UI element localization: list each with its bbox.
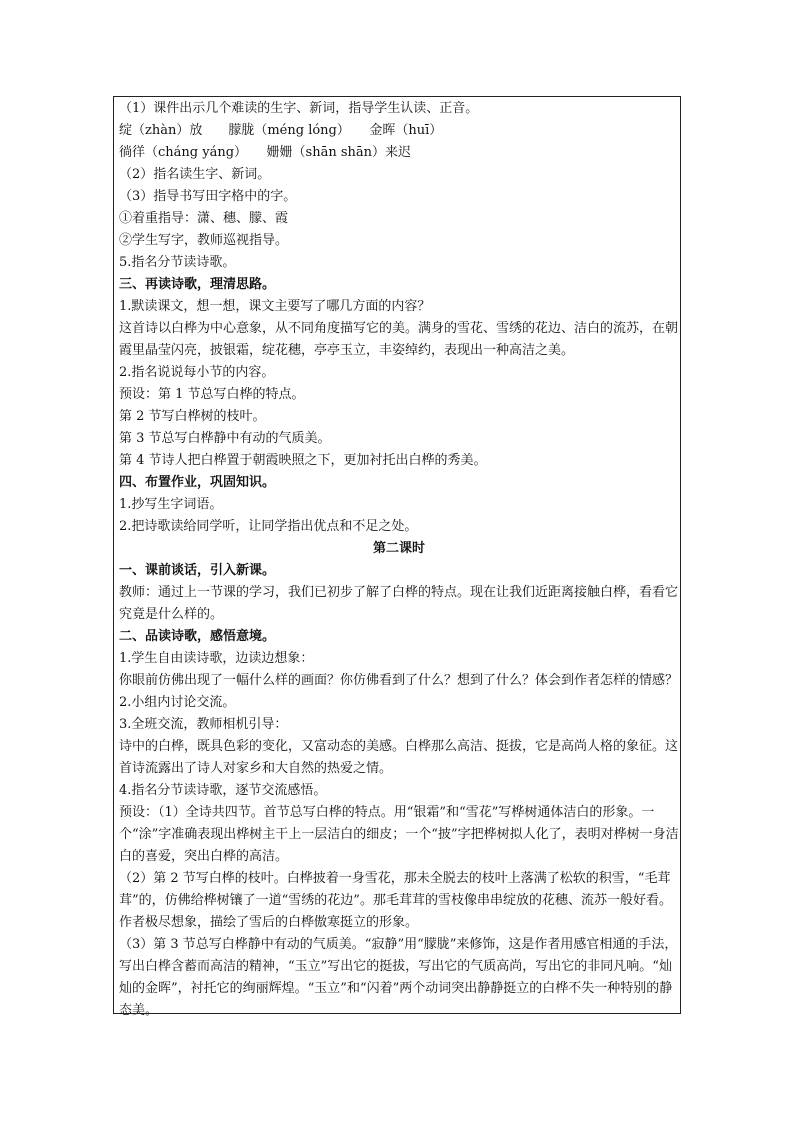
text-line: 4.指名分节读诗歌，逐节交流感悟。 [119,783,327,798]
text-line: ①着重指导：潇、穗、朦、霞 [119,211,289,226]
text-line: 第 3 节总写白桦静中有动的气质美。 [119,431,331,446]
text-line: 1.默读课文，想一想，课文主要写了哪几方面的内容？ [119,299,431,314]
section-heading: 一、课前谈话，引入新课。 [119,563,276,578]
paragraph: 这首诗以白桦为中心意象，从不同角度描写它的美。满身的雪花、雪绣的花边、洁白的流苏，在朝霞里晶莹闪亮，披银霜，绽花穗，亭亭玉立，丰姿绰约，表现出一种高洁之美。 [119,321,679,358]
paragraph: 你眼前仿佛出现了一幅什么样的画面？你仿佛看到了什么？想到了什么？体会到作者怎样的情感？ [119,673,679,688]
text-line: 预设：第 1 节总写白桦的特点。 [119,387,305,402]
lesson-period-title: 第二课时 [372,541,425,556]
text-line: 第 4 节诗人把白桦置于朝霞映照之下，更加衬托出白桦的秀美。 [119,453,487,468]
text-line: （3）指导书写田字格中的字。 [119,189,297,204]
lesson-content [119,98,679,1022]
section-heading: 二、品读诗歌，感悟意境。 [119,629,276,644]
text-line: ②学生写字，教师巡视指导。 [119,233,289,248]
section-heading: 三、再读诗歌，理清思路。 [119,277,276,292]
text-line: 1.抄写生字词语。 [119,497,223,512]
text-line: 徜徉（cháng yáng） 姗姗（shān shān）来迟 [119,145,411,160]
paragraph: （2）第 2 节写白桦的枝叶。白桦披着一身雪花，那未全脱去的枝叶上落满了松软的积雪，“毛茸茸”的，仿佛给桦树镶了一道“雪绣的花边”。那毛茸茸的雪枝像串串绽放的花穗、流苏一般好看。作者极尽想象，描绘了雪后的白桦傲寒挺立的形象。 [119,871,672,930]
paragraph: （3）第 3 节总写白桦静中有动的气质美。“寂静”用“朦胧”来修饰，这是作者用感官相通的手法，写出白桦含蓄而高洁的精神，“玉立”写出它的挺拔，写出它的气质高尚，写出它的非同凡响。“灿灿的金晖”，衬托它的绚丽辉煌。“玉立”和“闪着”两个动词突出静静挺立的白桦不失一种特别的静态美。 [119,937,678,1018]
text-line: 3.全班交流，教师相机引导： [119,717,288,732]
text-line: 2.指名说说每小节的内容。 [119,365,275,380]
text-line: 1.学生自由读诗歌，边读边想象： [119,651,314,666]
paragraph: 预设：（1）全诗共四节。首节总写白桦的特点。用“银霜”和“雪花”写桦树通体洁白的形象。一个“涂”字准确表现出桦树主干上一层洁白的细皮；一个“披”字把桦树拟人化了，表明对桦树一身洁白的喜爱，突出白桦的高洁。 [119,805,679,864]
text-line: 5.指名分节读诗歌。 [119,255,236,270]
text-line: 绽（zhàn）放 朦胧（méng lóng） 金晖（huī） [119,123,443,138]
text-line: （1）课件出示几个难读的生字、新词，指导学生认读、正音。 [119,101,479,116]
text-line: 第 2 节写白桦树的枝叶。 [119,409,266,424]
paragraph: 诗中的白桦，既具色彩的变化，又富动态的美感。白桦那么高洁、挺拔，它是高尚人格的象征。这首诗流露出了诗人对家乡和大自然的热爱之情。 [119,739,679,776]
section-heading: 四、布置作业，巩固知识。 [119,475,276,490]
text-line: 2.小组内讨论交流。 [119,695,236,710]
text-line: 2.把诗歌读给同学听，让同学指出优点和不足之处。 [119,519,418,534]
text-line: （2）指名读生字、新词。 [119,167,271,182]
paragraph: 教师：通过上一节课的学习，我们已初步了解了白桦的特点。现在让我们近距离接触白桦，看看它究竟是什么样的。 [119,585,679,622]
